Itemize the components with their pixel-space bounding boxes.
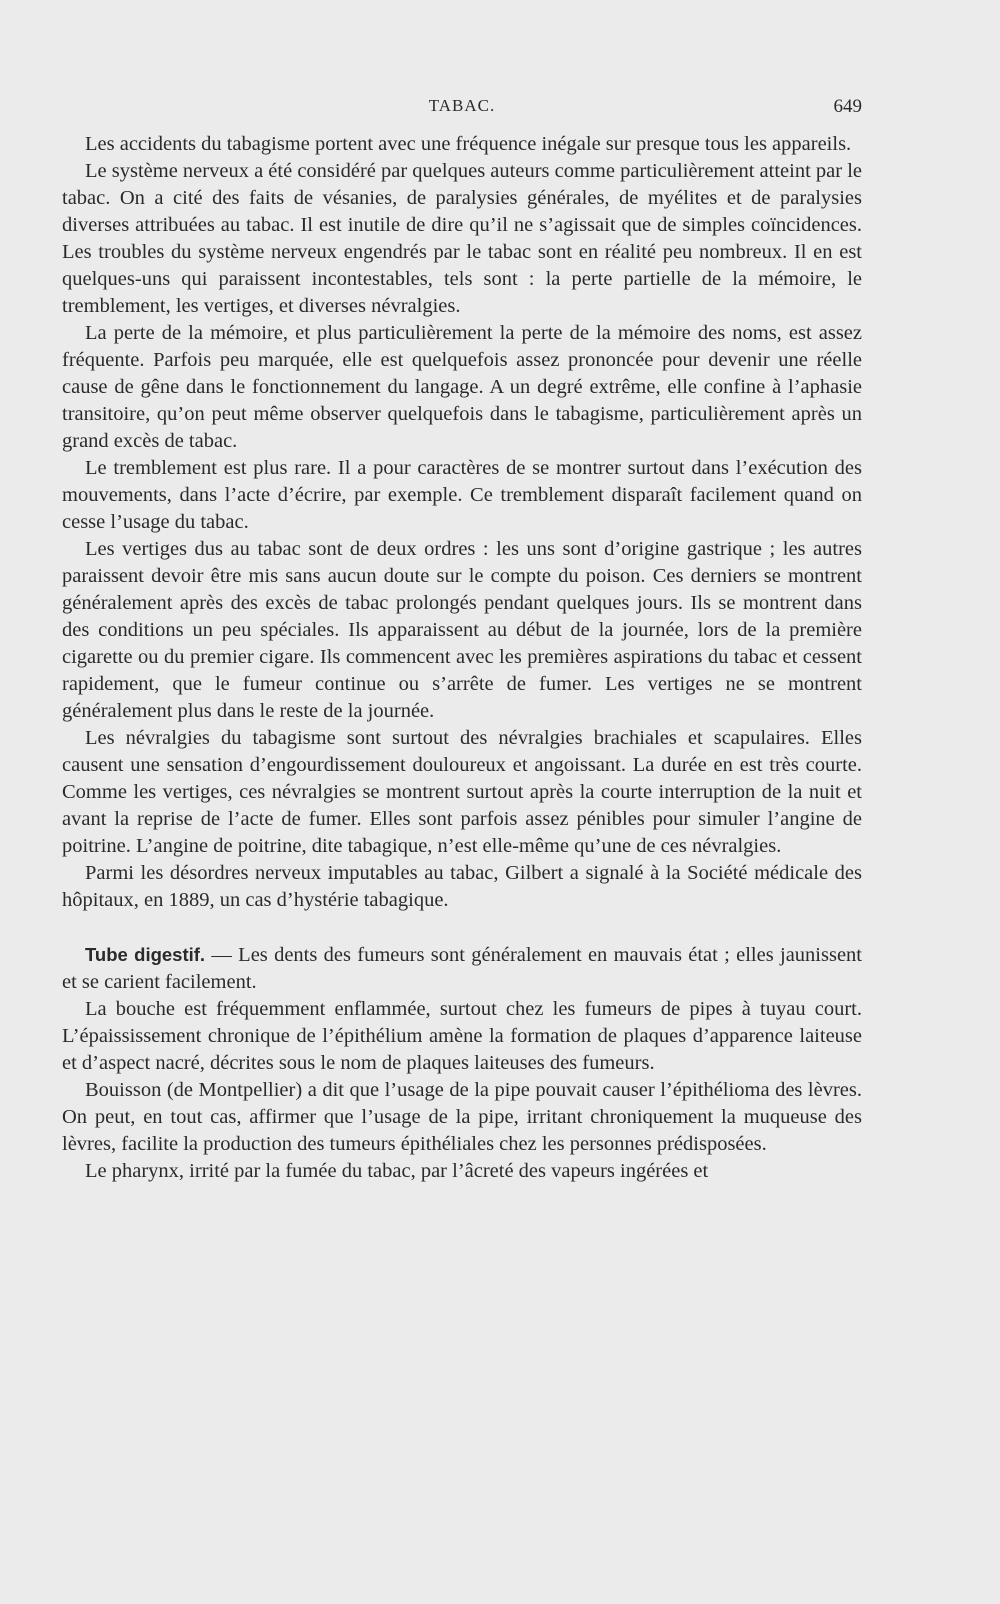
running-head: TABAC. xyxy=(428,96,496,115)
section-heading: Tube digestif. xyxy=(85,944,206,965)
paragraph: Les vertiges dus au tabac sont de deux ordres : les uns sont d’origine gastrique ; les autres paraissent devoir être mis sans aucun doute sur le compte du poison. Ces derniers se montrent généralement après des excès de tabac prolongés pendant quelques jours. Ils se montrent dans des conditions un peu spéciales. Ils apparaissent au début de la journée, lors de la première cigarette ou du premier cigare. Ils commencent avec les premières aspirations du tabac et cessent rapidement, que le fumeur continue ou s’arrête de fumer. Les vertiges ne se montrent généralement plus dans le reste de la journée. xyxy=(62,538,862,722)
section-lead-text: — Les dents des fumeurs sont généralement en mauvais état ; elles jaunissent et se carient facilement. xyxy=(62,944,862,993)
section-spacer xyxy=(62,914,862,941)
section-paragraph xyxy=(62,941,862,996)
page-number: 649 xyxy=(833,96,862,117)
paragraph: Parmi les désordres nerveux imputables au tabac, Gilbert a signalé à la Société médicale des hôpitaux, en 1889, un cas d’hystérie tabagique. xyxy=(62,862,862,911)
paragraph: Bouisson (de Montpellier) a dit que l’usage de la pipe pouvait causer l’épithélioma des lèvres. On peut, en tout cas, affirmer que l’usage de la pipe, irritant chroniquement la muqueuse des lèvres, facilite la production des tumeurs épithéliales chez les personnes prédisposées. xyxy=(62,1079,862,1155)
page-body xyxy=(62,131,862,1185)
paragraph: Les accidents du tabagisme portent avec une fréquence inégale sur presque tous les appareils. xyxy=(85,133,852,155)
paragraph: La perte de la mémoire, et plus particulièrement la perte de la mémoire des noms, est assez fréquente. Parfois peu marquée, elle est quelquefois assez prononcée pour devenir une réelle cause de gêne dans le fonctionnement du langage. A un degré extrême, elle confine à l’aphasie transitoire, qu’on peut même observer quelquefois dans le tabagisme, particulièrement après un grand excès de tabac. xyxy=(62,322,862,452)
page-header xyxy=(62,96,862,124)
paragraph: Le tremblement est plus rare. Il a pour caractères de se montrer surtout dans l’exécution des mouvements, dans l’acte d’écrire, par exemple. Ce tremblement disparaît facilement quand on cesse l’usage du tabac. xyxy=(62,457,862,533)
paragraph: Le pharynx, irrité par la fumée du tabac, par l’âcreté des vapeurs ingérées et xyxy=(85,1160,709,1182)
paragraph: Le système nerveux a été considéré par quelques auteurs comme particulièrement atteint par le tabac. On a cité des faits de vésanies, de paralysies générales, de myélites et de paralysies diverses attribuées au tabac. Il est inutile de dire qu’il ne s’agissait que de simples coïncidences. Les troubles du système nerveux engendrés par le tabac sont en réalité peu nombreux. Il en est quelques-uns qui paraissent incontestables, tels sont : la perte partielle de la mémoire, le tremblement, les vertiges, et diverses névralgies. xyxy=(62,160,862,317)
paragraph: La bouche est fréquemment enflammée, surtout chez les fumeurs de pipes à tuyau court. L’épaississement chronique de l’épithélium amène la formation de plaques d’apparence laiteuse et d’aspect nacré, décrites sous le nom de plaques laiteuses des fumeurs. xyxy=(62,998,862,1074)
paragraph: Les névralgies du tabagisme sont surtout des névralgies brachiales et scapulaires. Elles causent une sensation d’engourdissement douloureux et angoissant. La durée en est très courte. Comme les vertiges, ces névralgies se montrent surtout après la courte interruption de la nuit et avant la reprise de l’acte de fumer. Elles sont parfois assez pénibles pour simuler l’angine de poitrine. L’angine de poitrine, dite tabagique, n’est elle-même qu’une de ces névralgies. xyxy=(62,727,862,857)
